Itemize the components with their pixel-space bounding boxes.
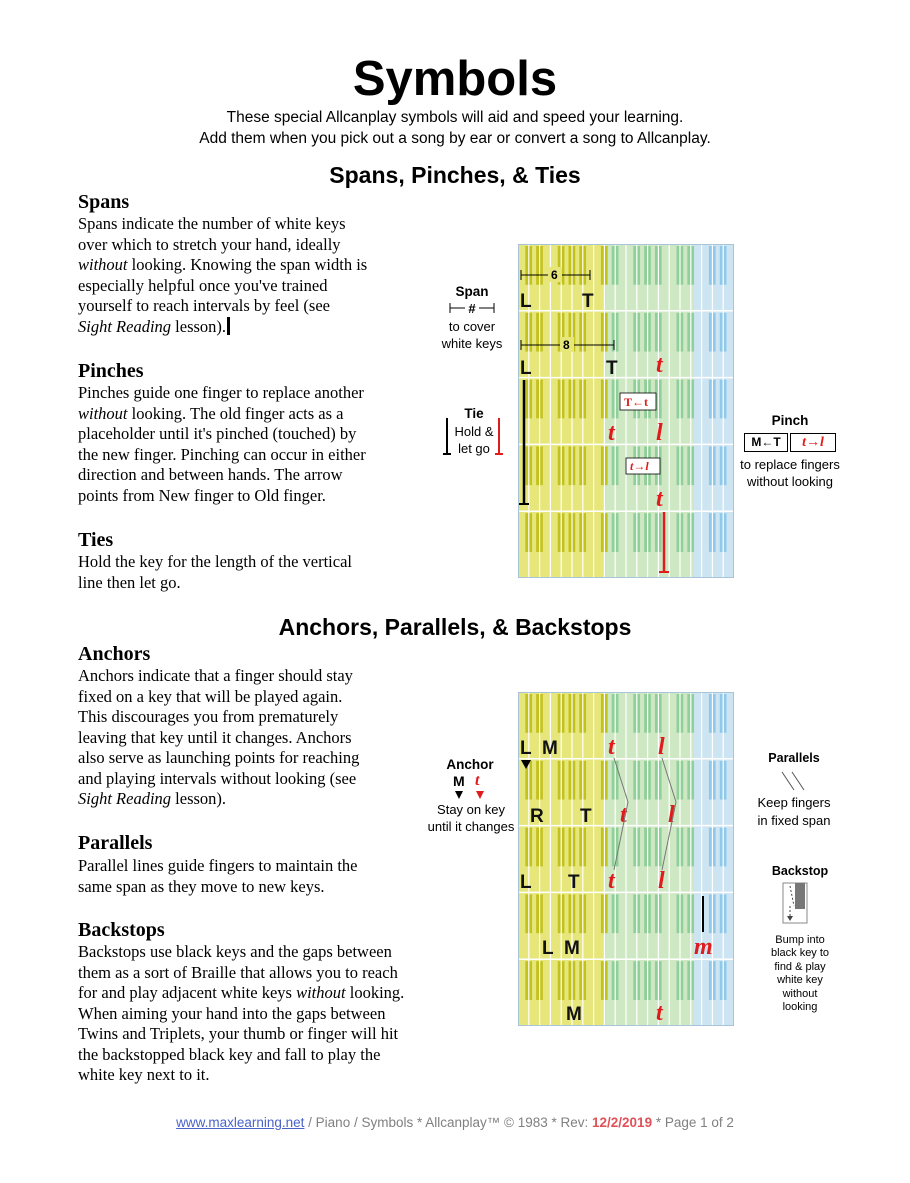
anchors-title: Anchors — [78, 643, 151, 665]
text-cursor — [227, 317, 230, 335]
span-legend-desc-1: to cover — [448, 319, 496, 334]
anchor-legend-t: t — [475, 772, 480, 789]
tie-legend-desc-2: let go — [458, 441, 490, 456]
pinch-legend-desc-2: without looking — [747, 474, 833, 489]
anchor-legend-m: M — [453, 773, 465, 789]
finger-label-T: T — [582, 291, 594, 312]
finger-label-t: t — [608, 868, 615, 894]
finger-label-R: R — [530, 806, 544, 827]
finger-label-L: L — [542, 938, 554, 959]
keyboard-diagram-anchors — [518, 692, 734, 1026]
finger-label-t: t — [656, 352, 663, 378]
tie-legend-title: Tie — [464, 406, 484, 421]
finger-label-L: L — [520, 358, 532, 379]
backstop-legend-desc-3: find & play — [774, 961, 826, 973]
finger-label-t: t — [608, 420, 615, 446]
page-footer: www.maxlearning.net / Piano / Symbols * Allcanplay™ © 1983 * Rev: 12/2/2019 * Page 1 of 2 — [176, 1115, 734, 1130]
parallels-title: Parallels — [78, 832, 153, 854]
finger-label-L: L — [520, 738, 532, 759]
finger-label-T: T — [606, 358, 618, 379]
parallels-legend-lines — [780, 770, 808, 792]
backstop-legend-icon — [782, 882, 812, 926]
finger-label-l: l — [656, 420, 663, 446]
ties-title: Ties — [78, 529, 114, 551]
finger-label-l: l — [658, 868, 665, 894]
pinch-box-a-label: T←t — [624, 395, 648, 409]
finger-label-t: t — [656, 1000, 663, 1026]
subtitle-line-2: Add them when you pick out a song by ear or convert a song to Allcanplay. — [199, 130, 711, 147]
pinches-title: Pinches — [78, 360, 144, 382]
finger-label-l: l — [668, 802, 675, 828]
pinch-box-b-label: t→l — [630, 459, 649, 473]
pinch-legend-box-1: M←T — [744, 433, 788, 452]
tie-legend-lines — [442, 416, 506, 458]
finger-label-t: t — [656, 486, 663, 512]
pinch-legend-desc-1: to replace fingers — [740, 457, 840, 472]
pinch-legend-title: Pinch — [771, 413, 809, 428]
span-legend-desc-2: white keys — [441, 336, 503, 351]
backstop-legend-desc-5: without — [782, 988, 818, 1000]
finger-label-M: M — [564, 938, 580, 959]
span6-label: 6 — [551, 268, 558, 282]
finger-label-L: L — [520, 291, 532, 312]
finger-label-m: m — [694, 934, 713, 960]
anchors-paragraph: Anchors indicate that a finger should stay fixed on a key that will be played again. This discourages you from prematurely leaving that key until it changes. Anchors also serve as launching points for reaching and playing intervals without looking (see Sight Reading lesson). — [78, 666, 360, 808]
anchor-legend-title: Anchor — [446, 757, 494, 772]
backstop-legend-desc-6: looking — [782, 1001, 818, 1013]
finger-label-M: M — [566, 1004, 582, 1025]
spans-title: Spans — [78, 191, 130, 213]
anchor-legend-desc-2: until it changes — [427, 819, 515, 834]
page-title: Symbols — [352, 52, 558, 106]
finger-label-t: t — [608, 734, 615, 760]
backstop-legend-desc-4: white key — [777, 974, 823, 986]
span8-label: 8 — [563, 338, 570, 352]
parallels-legend-desc-2: in fixed span — [757, 813, 831, 828]
keyboard-diagram-spans — [518, 244, 734, 578]
finger-label-T: T — [580, 806, 592, 827]
finger-label-t: t — [620, 802, 627, 828]
span-legend-hash: # — [468, 301, 476, 316]
backstop-legend-desc-2: black key to — [770, 947, 830, 959]
spans-paragraph: Spans indicate the number of white keys over which to stretch your hand, ideally without looking. Knowing the span width is especially helpful once you've trained yourself to reach intervals by feel (see Sight Reading lesson). — [78, 214, 368, 336]
anchor-legend-desc-1: Stay on key — [437, 802, 505, 817]
backstop-legend-desc-1: Bump into — [775, 934, 825, 946]
finger-label-l: l — [658, 734, 665, 760]
subtitle-line-1: These special Allcanplay symbols will aid and speed your learning. — [226, 109, 684, 126]
anchor-legend-triangles — [454, 790, 488, 800]
span-legend-title: Span — [455, 284, 489, 299]
backstop-legend-title: Backstop — [771, 864, 829, 878]
pinch-legend-box-2: t→l — [790, 433, 836, 452]
section-heading-anchors: Anchors, Parallels, & Backstops — [278, 614, 632, 640]
parallels-paragraph: Parallel lines guide fingers to maintain the same span as they move to new keys. — [78, 856, 358, 896]
footer-link[interactable]: www.maxlearning.net — [176, 1115, 305, 1130]
backstops-paragraph: Backstops use black keys and the gaps between them as a sort of Braille that allows you to reach for and play adjacent white keys without looking. When aiming your hand into the gaps between Twins and Triplets, your thumb or finger will hit the backstopped black key and fall to play the white key next to it. — [78, 942, 405, 1084]
parallels-legend-title: Parallels — [768, 751, 820, 765]
tie-legend-desc-1: Hold & — [454, 424, 494, 439]
revision-date: 12/2/2019 — [592, 1115, 653, 1130]
finger-label-L: L — [520, 872, 532, 893]
ties-paragraph: Hold the key for the length of the vertical line then let go. — [78, 552, 352, 592]
backstops-title: Backstops — [78, 919, 165, 941]
finger-label-T: T — [568, 872, 580, 893]
section-heading-spans: Spans, Pinches, & Ties — [329, 162, 581, 188]
parallels-legend-desc-1: Keep fingers — [757, 795, 831, 810]
finger-label-M: M — [542, 738, 558, 759]
pinches-paragraph: Pinches guide one finger to replace another without looking. The old finger acts as a placeholder until it's pinched (touched) by the new finger. Pinching can occur in either direction and between hands. The arrow points from New finger to Old finger. — [78, 383, 366, 505]
